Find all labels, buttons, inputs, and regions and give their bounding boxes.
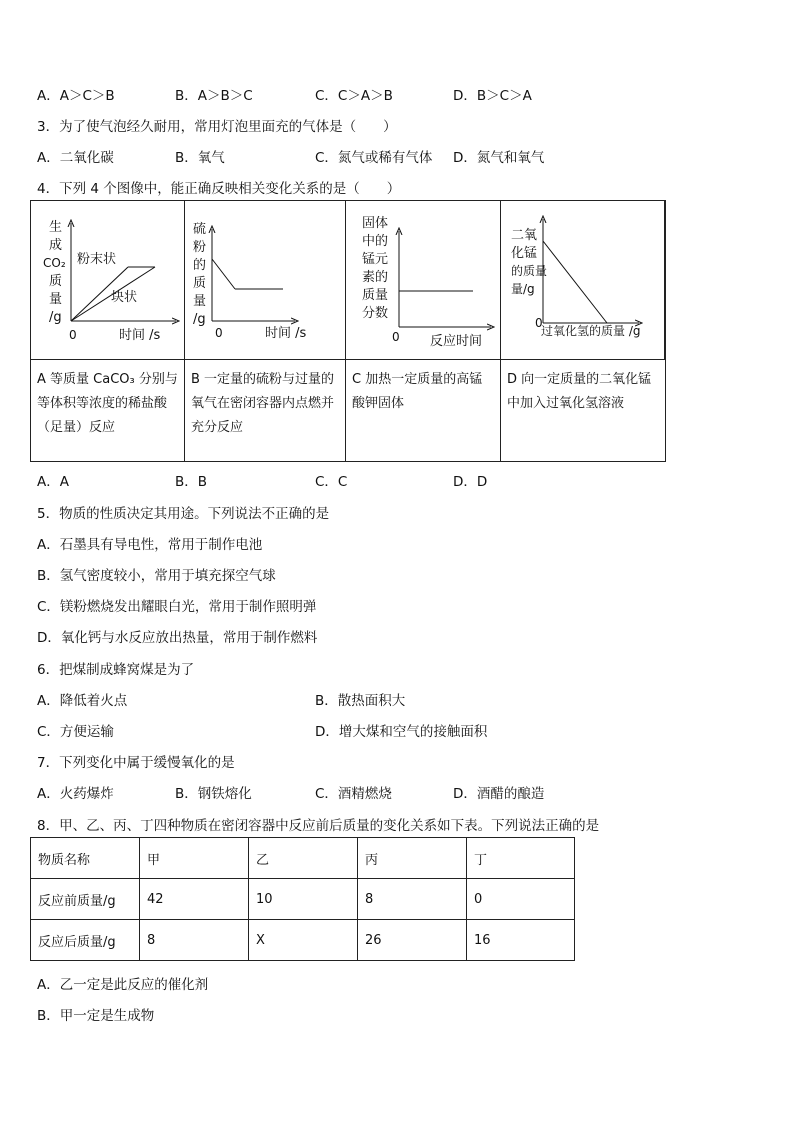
graph-b-origin: 0 <box>215 326 223 340</box>
graph-a-ylabel-1: 成 <box>49 238 63 253</box>
graph-b-ylabel-5: /g <box>193 312 206 327</box>
table-cell: 10 <box>249 879 358 920</box>
graph-d <box>501 201 665 359</box>
q4-graph-table <box>30 200 666 462</box>
q4-stem: 4．下列 4 个图像中，能正确反映相关变化关系的是（ ） <box>37 181 401 197</box>
graph-d-xlabel: 过氧化氢的质量 /g <box>541 324 641 338</box>
q4-option-d: D．D <box>453 474 488 490</box>
graph-b-ylabel-0: 硫 <box>193 222 207 237</box>
graph-a-origin: 0 <box>69 328 77 342</box>
q4-option-a: A．A <box>37 474 69 490</box>
graph-b-xlabel: 时间 /s <box>265 326 307 341</box>
q5-option-b: B．氢气密度较小，常用于填充探空气球 <box>37 568 276 584</box>
graph-b-description: B 一定量的硫粉与过量的氧气在密闭容器内点燃并充分反应 <box>185 359 346 462</box>
graph-c-ylabel-3: 素的 <box>362 270 389 285</box>
graph-b <box>185 201 346 359</box>
graph-a-ylabel-4: 量 <box>49 292 63 307</box>
table-cell: 反应后质量/g <box>31 920 140 961</box>
graph-b-ylabel-4: 量 <box>193 294 207 309</box>
graph-a-powder-label: 粉末状 <box>77 252 117 267</box>
graph-a <box>31 201 185 359</box>
q8-stem: 8．甲、乙、丙、丁四种物质在密闭容器中反应前后质量的变化关系如下表。下列说法正确的是 <box>37 818 600 834</box>
q6-option-a: A．降低着火点 <box>37 693 128 709</box>
graph-b-ylabel-1: 粉 <box>193 240 207 255</box>
q5-option-d: D．氧化钙与水反应放出热量，常用于制作燃料 <box>37 630 318 646</box>
q7-option-a: A．火药爆炸 <box>37 786 114 802</box>
graph-d-cell <box>501 201 665 359</box>
graph-d-ylabel-2: 的质量 <box>511 264 548 278</box>
graph-a-xlabel: 时间 /s <box>119 328 161 343</box>
graph-a-description: A 等质量 CaCO₃ 分别与等体积等浓度的稀盐酸（足量）反应 <box>31 359 185 462</box>
q6-stem: 6．把煤制成蜂窝煤是为了 <box>37 662 195 678</box>
table-cell: 42 <box>140 879 249 920</box>
graph-c-ylabel-5: 分数 <box>362 306 389 321</box>
graph-a-ylabel-5: /g <box>49 310 62 325</box>
table-cell: 甲 <box>140 838 249 879</box>
graph-d-ylabel-3: 量/g <box>511 282 535 296</box>
q3-option-b: B．氧气 <box>175 150 225 166</box>
graph-c-ylabel-1: 中的 <box>362 234 389 249</box>
graph-b-ylabel-2: 的 <box>193 258 207 273</box>
graph-d-origin: 0 <box>535 316 543 330</box>
graph-a-ylabel-0: 生 <box>49 220 63 235</box>
q6-option-d: D．增大煤和空气的接触面积 <box>315 724 488 740</box>
graph-b-cell <box>185 201 346 359</box>
q7-option-d: D．酒醋的酿造 <box>453 786 545 802</box>
table-row <box>31 838 575 879</box>
q2-option-b: B．A＞B＞C <box>175 88 253 104</box>
q7-stem: 7．下列变化中属于缓慢氧化的是 <box>37 755 235 771</box>
q7-option-c: C．酒精燃烧 <box>315 786 392 802</box>
table-cell: 丁 <box>467 838 575 879</box>
q5-option-a: A．石墨具有导电性，常用于制作电池 <box>37 537 263 553</box>
table-cell: 乙 <box>249 838 358 879</box>
q7-option-b: B．钢铁熔化 <box>175 786 252 802</box>
q8-option-a: A．乙一定是此反应的催化剂 <box>37 977 209 993</box>
graph-c <box>346 201 501 359</box>
q2-option-d: D．B＞C＞A <box>453 88 532 104</box>
table-row <box>31 920 575 961</box>
table-cell: X <box>249 920 358 961</box>
graph-a-ylabel-2: CO₂ <box>43 256 66 270</box>
graph-d-ylabel-0: 二氧 <box>511 228 538 243</box>
q6-option-c: C．方便运输 <box>37 724 114 740</box>
graph-a-cell <box>31 201 185 359</box>
graph-c-ylabel-4: 质量 <box>362 288 389 303</box>
table-cell: 丙 <box>358 838 467 879</box>
q3-option-c: C．氮气或稀有气体 <box>315 150 433 166</box>
q5-stem: 5．物质的性质决定其用途。下列说法不正确的是 <box>37 506 330 522</box>
q3-stem: 3．为了使气泡经久耐用，常用灯泡里面充的气体是（ ） <box>37 119 397 135</box>
graph-c-description: C 加热一定质量的高锰酸钾固体 <box>346 359 501 462</box>
q3-option-d: D．氮气和氧气 <box>453 150 545 166</box>
q6-option-b: B．散热面积大 <box>315 693 406 709</box>
q4-option-b: B．B <box>175 474 208 490</box>
q4-option-c: C．C <box>315 474 348 490</box>
q8-mass-table <box>30 837 575 961</box>
graph-c-origin: 0 <box>392 330 400 344</box>
table-cell: 8 <box>140 920 249 961</box>
q3-option-a: A．二氧化碳 <box>37 150 114 166</box>
graph-c-ylabel-0: 固体 <box>362 216 389 231</box>
table-row <box>31 879 575 920</box>
graph-d-decline <box>543 241 607 323</box>
q2-option-c: C．C＞A＞B <box>315 88 393 104</box>
table-cell: 16 <box>467 920 575 961</box>
q8-option-b: B．甲一定是生成物 <box>37 1008 155 1024</box>
table-cell: 0 <box>467 879 575 920</box>
graph-b-ylabel-3: 质 <box>193 276 207 291</box>
q2-option-a: A．A＞C＞B <box>37 88 115 104</box>
graph-c-ylabel-2: 锰元 <box>362 252 389 267</box>
table-cell: 物质名称 <box>31 838 140 879</box>
graph-a-ylabel-3: 质 <box>49 274 63 289</box>
table-cell: 26 <box>358 920 467 961</box>
graph-c-cell <box>346 201 501 359</box>
table-cell: 8 <box>358 879 467 920</box>
q5-option-c: C．镁粉燃烧发出耀眼白光，常用于制作照明弹 <box>37 599 317 615</box>
graph-a-lump-label: 块状 <box>111 290 138 305</box>
graph-d-ylabel-1: 化锰 <box>511 246 538 261</box>
graph-c-xlabel: 反应时间 <box>430 334 483 349</box>
table-cell: 反应前质量/g <box>31 879 140 920</box>
graph-b-decline <box>212 259 235 289</box>
graph-d-description: D 向一定质量的二氧化锰中加入过氧化氢溶液 <box>501 359 665 462</box>
